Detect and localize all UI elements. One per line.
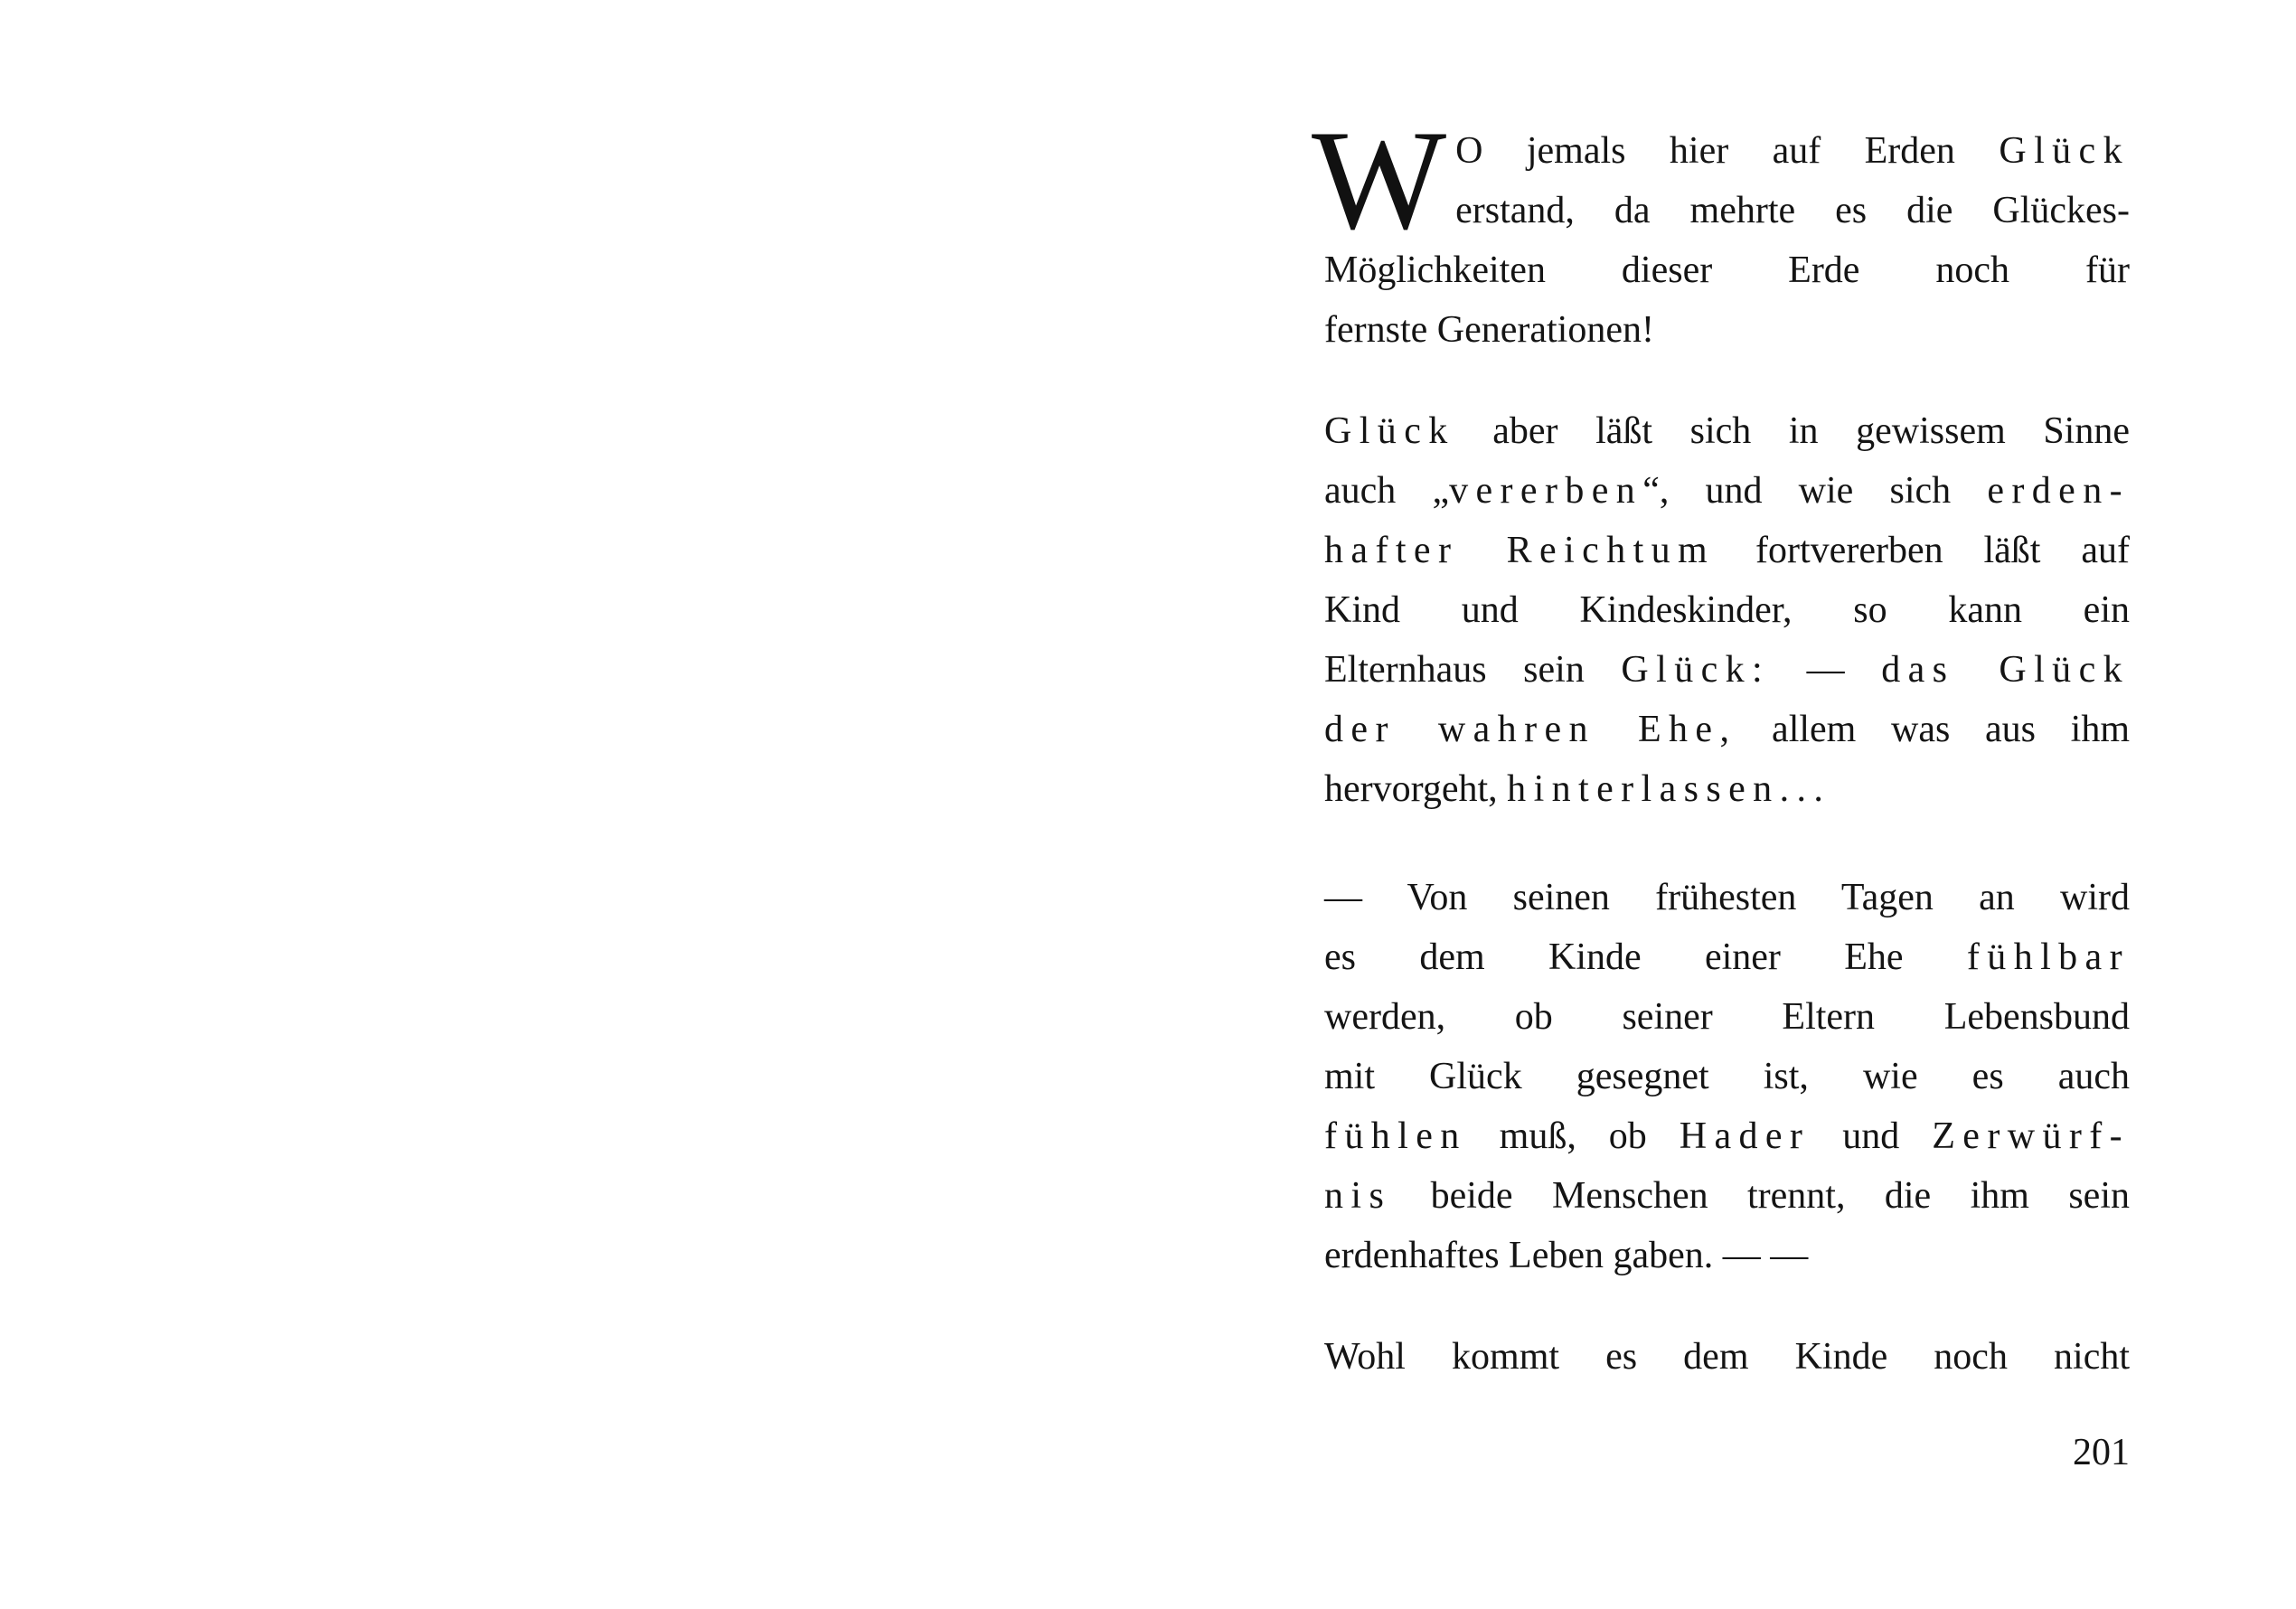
text-segment: es dem Kinde einer Ehe [1324,936,1967,978]
text-line [1324,1166,2130,1226]
text-line [1324,401,2130,461]
emphasized-text: nis [1324,1175,1392,1217]
text-segment: Möglichkeiten dieser Erde noch für [1324,249,2130,291]
body-text [1312,101,2131,1387]
emphasized-text: Hader [1679,1115,1811,1157]
text-segment: mit Glück gesegnet ist, wie es auch [1324,1056,2130,1097]
paragraph [1324,1327,2130,1387]
text-segment: und [1810,1115,1933,1157]
text-segment: beide Menschen trennt, die ihm sein [1391,1175,2130,1217]
text-segment: erdenhaftes Leben gaben. — — [1324,1235,1809,1276]
text-line [1324,240,2130,300]
emphasized-text: Glück: [1621,649,1771,691]
text-segment: muß, ob [1466,1115,1680,1157]
paragraph [1324,868,2130,1285]
text-segment: werden, ob seiner Eltern Lebensbund [1324,996,2130,1038]
text-line [1324,987,2130,1047]
text-segment: — [1770,649,1882,691]
text-segment: erstand, da mehrte es die Glückes- [1455,190,2130,231]
text-line [1324,300,2130,360]
text-segment: O jemals hier auf Erden [1455,130,2000,172]
text-segment: aber läßt sich in gewissem Sinne [1454,410,2130,452]
emphasized-text: hinterlassen... [1507,768,1831,810]
text-segment: hervorgeht, [1324,768,1508,810]
text-line [1324,521,2130,580]
text-segment: — Von seinen frühesten Tagen an wird [1324,877,2130,918]
text-segment: “, und wie sich [1642,470,1988,512]
text-line [1324,580,2130,640]
paragraph [1312,101,2130,360]
text-line [1324,927,2130,987]
text-line [1324,461,2130,521]
text-line [1324,640,2130,700]
emphasized-text: Zerwürf- [1932,1115,2131,1157]
emphasized-text: Glück [1324,410,1455,452]
text-segment: auch „ [1324,470,1450,512]
text-segment: allem was aus ihm [1736,709,2130,750]
emphasized-text: fühlbar [1966,936,2130,978]
text-line [1324,759,2130,819]
text-line [1324,1327,2130,1387]
emphasized-text: hafter Reichtum [1324,530,1716,571]
text-line [1324,1106,2130,1166]
text-segment: Wohl kommt es dem Kinde noch nicht [1324,1336,2130,1378]
emphasized-text: erden- [1987,470,2130,512]
emphasized-text: Glück [1999,130,2130,172]
text-segment: Kind und Kindeskinder, so kann ein [1324,589,2130,631]
text-line [1324,868,2130,927]
text-segment: fortvererben läßt auf [1715,530,2130,571]
text-line [1324,1226,2130,1285]
emphasized-text: das Glück [1881,649,2131,691]
drop-cap: W [1312,101,1447,259]
text-segment: Elternhaus sein [1324,649,1622,691]
text-line [1324,1047,2130,1106]
text-line [1324,700,2130,759]
paragraph [1324,401,2130,819]
emphasized-text: der wahren Ehe, [1324,709,1737,750]
emphasized-text: vererben [1449,470,1643,512]
page-number: 201 [2073,1432,2130,1473]
emphasized-text: fühlen [1324,1115,1467,1157]
text-segment: fernste Generationen! [1324,309,1654,351]
